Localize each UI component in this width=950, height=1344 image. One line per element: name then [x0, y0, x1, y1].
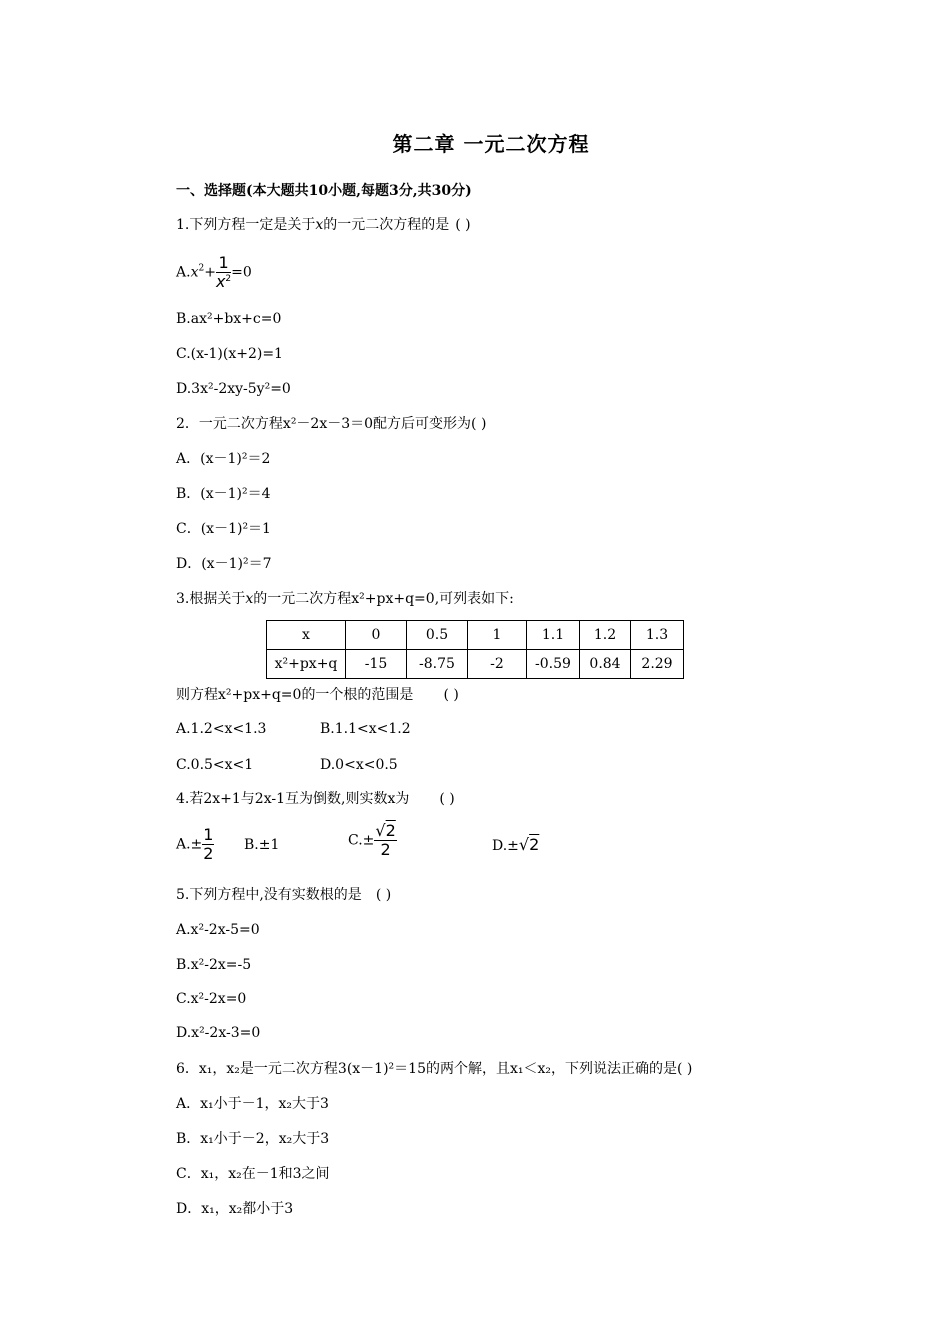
question-6-option-d: D．x₁，x₂都小于3 [176, 1201, 294, 1217]
question-1-stem: 1.下列方程一定是关于x的一元二次方程的是 ( ) [176, 217, 471, 233]
table-cell: 1.1 [527, 621, 580, 650]
chapter-title: 第二章 一元二次方程 [392, 132, 590, 156]
question-1-option-c: C.(x-1)(x+2)=1 [176, 346, 283, 362]
question-1-option-d: D.3x²-2xy-5y²=0 [176, 381, 291, 397]
question-3-stem: 3.根据关于x的一元二次方程x²+px+q=0,可列表如下: [176, 591, 514, 607]
question-3-followup: 则方程x²+px+q=0的一个根的范围是 ( ) [176, 687, 459, 703]
fraction: $\frac{1}{x^2}$ [215, 253, 232, 291]
table-cell: -0.59 [527, 650, 580, 679]
question-2-option-c: C．(x－1)²＝1 [176, 521, 271, 537]
question-4-stem: 4.若2x+1与2x-1互为倒数,则实数x为 ( ) [176, 791, 455, 807]
question-3-option-b: B.1.1<x<1.2 [320, 721, 411, 737]
question-1-option-b: B.ax²+bx+c=0 [176, 311, 282, 327]
table-cell: x²+px+q [267, 650, 346, 679]
section-heading: 一、选择题(本大题共10小题,每题3分,共30分) [176, 183, 472, 199]
question-3-option-c: C.0.5<x<1 [176, 757, 254, 773]
table-cell: -8.75 [407, 650, 468, 679]
question-5-stem: 5.下列方程中,没有实数根的是 ( ) [176, 887, 392, 903]
table-cell: 1 [468, 621, 527, 650]
question-5-option-d: D.x²-2x-3=0 [176, 1025, 261, 1041]
table-cell: 1.3 [631, 621, 684, 650]
question-4-option-c: C.± $\frac{√2}{2}$ [348, 821, 396, 859]
question-2-option-a: A．(x－1)²＝2 [176, 451, 271, 467]
question-6-option-a: A．x₁小于－1，x₂大于3 [176, 1096, 329, 1112]
question-3-option-d: D.0<x<0.5 [320, 757, 398, 773]
table-cell: -15 [346, 650, 407, 679]
question-2-stem: 2．一元二次方程x²－2x－3＝0配方后可变形为( ) [176, 416, 487, 432]
table-cell: 0.5 [407, 621, 468, 650]
table-cell: 0 [346, 621, 407, 650]
question-2-option-d: D．(x－1)²＝7 [176, 556, 272, 572]
square-root: √2 [518, 835, 540, 854]
question-6-option-b: B．x₁小于－2，x₂大于3 [176, 1131, 330, 1147]
table-cell: 0.84 [580, 650, 631, 679]
table-cell: x [267, 621, 346, 650]
question-1-option-a: $A.x^2+$ $\frac{1}{x^2}$ =0 [176, 253, 252, 291]
table-cell: 2.29 [631, 650, 684, 679]
question-5-option-c: C.x²-2x=0 [176, 991, 247, 1007]
question-5-option-b: B.x²-2x=-5 [176, 957, 252, 973]
table-row [267, 621, 684, 650]
question-2-option-b: B．(x－1)²＝4 [176, 486, 271, 502]
question-3-option-a: A.1.2<x<1.3 [176, 721, 267, 737]
question-4-option-b: B.±1 [244, 837, 280, 853]
fraction: $\frac{√2}{2}$ [375, 821, 396, 859]
question-6-stem: 6．x₁，x₂是一元二次方程3(x－1)²＝15的两个解，且x₁＜x₂，下列说法正确的是( ) [176, 1061, 693, 1077]
value-table [266, 620, 684, 679]
table-row [267, 650, 684, 679]
question-6-option-c: C．x₁，x₂在－1和3之间 [176, 1166, 330, 1182]
table-cell: -2 [468, 650, 527, 679]
square-root: √2 [375, 821, 396, 840]
question-4-option-a: A.± $\frac{1}{2}$ [176, 825, 214, 863]
fraction: $\frac{1}{2}$ [203, 825, 214, 863]
question-5-option-a: A.x²-2x-5=0 [176, 922, 260, 938]
table-cell: 1.2 [580, 621, 631, 650]
question-4-option-d: D.±√2 [492, 835, 540, 854]
